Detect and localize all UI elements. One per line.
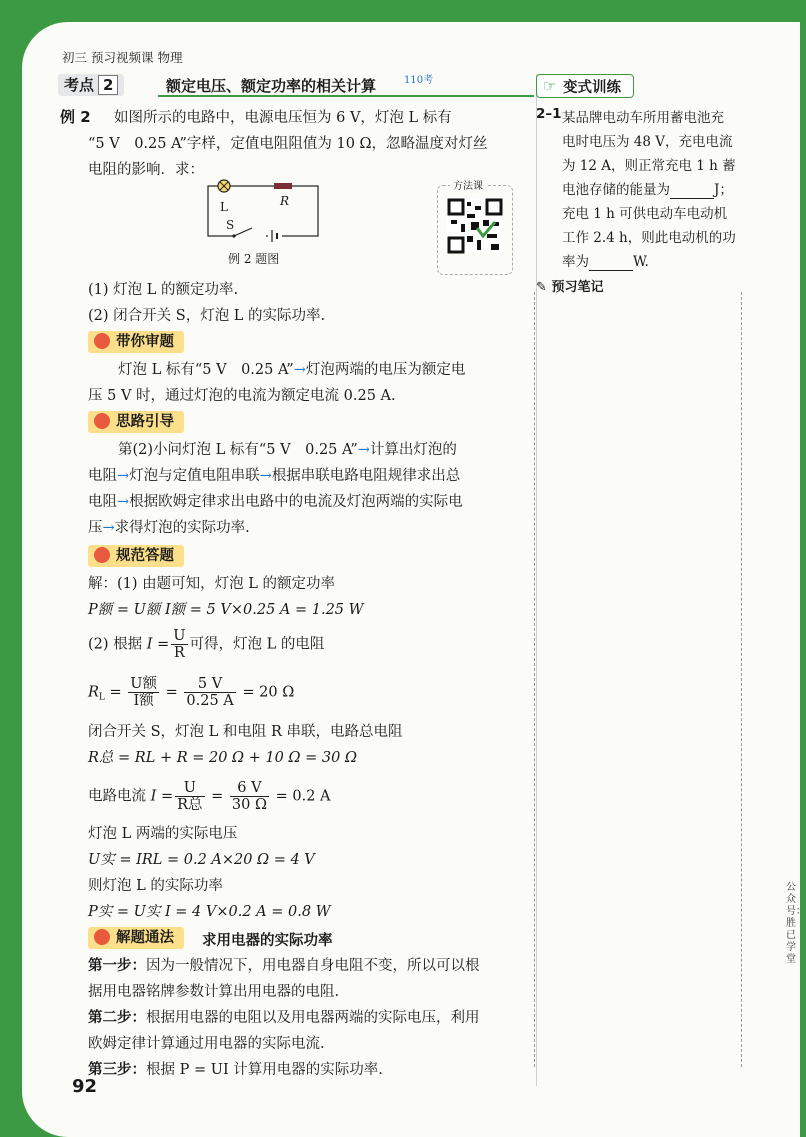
- exercise-line-2: 电时电压为 48 V，充电电流: [562, 134, 733, 150]
- section-silu-title: 思路引导: [116, 414, 174, 430]
- method-icon: [94, 929, 110, 945]
- tongfa-subtitle: 求用电器的实际功率: [202, 933, 333, 949]
- kaodian-title: 额定电压、额定功率的相关计算: [166, 77, 377, 95]
- running-header: 初三 预习视频课 物理: [62, 50, 183, 65]
- section-guifan-heading: [88, 545, 184, 567]
- example-label: 例 2: [60, 108, 91, 126]
- calendar-icon: [94, 547, 110, 563]
- section-shenti-heading: [88, 331, 184, 353]
- answer-line-8: 灯泡 L 两端的实际电压: [88, 826, 238, 842]
- exercise-line-3: 为 12 A，则正常充电 1 h 蓄: [562, 158, 736, 174]
- page: [22, 22, 806, 1137]
- answer-line-10: 则灯泡 L 的实际功率: [88, 878, 223, 894]
- kaodian-number: 2: [98, 75, 118, 95]
- silu-line-3: 电阻→根据欧姆定律求出电路中的电流及灯泡两端的实际电: [88, 494, 463, 510]
- section-silu-heading: [88, 411, 184, 433]
- qr-label: 方法课: [450, 177, 486, 192]
- page-number: 92: [72, 1076, 98, 1097]
- kaodian-tag: 110考: [404, 75, 434, 86]
- question-2: (2) 闭合开关 S，灯泡 L 的实际功率.: [88, 308, 326, 324]
- step-1-line-1: 第一步：因为一般情况下，用电器自身电阻不变，所以可以根: [88, 958, 480, 974]
- kaodian-bar: [58, 74, 534, 96]
- vertical-watermark: 公众号：胜已学堂: [786, 882, 806, 965]
- answer-line-11: P实 = U实 I = 4 V×0.2 A = 0.8 W: [88, 904, 331, 920]
- exercise-line-7: 率为 W.: [562, 254, 649, 270]
- lamp-label: L: [220, 200, 228, 214]
- exercise-line-4: 电池存储的能量为 J；: [562, 182, 733, 198]
- resistor-label: R: [280, 194, 290, 208]
- switch-label: S: [226, 218, 235, 232]
- exercise-line-1: 某品牌电动车所用蓄电池充: [562, 110, 724, 126]
- circuit-diagram: [194, 180, 334, 244]
- variation-training-heading: [536, 74, 634, 98]
- section-shenti-title: 带你审题: [116, 334, 174, 350]
- section-tongfa-heading: [88, 927, 184, 949]
- answer-line-4: $R_L$ = $\frac{\text{U额}}{\text{I额}}$ = $\frac{5 V}{0.25 A}$ = 20 Ω: [88, 676, 295, 709]
- kaodian-label: 考点: [64, 76, 95, 94]
- shenti-line-1: 灯泡 L 标有“5 V 0.25 A”→灯泡两端的电压为额定电: [118, 362, 466, 378]
- silu-line-1: 第(2)小问灯泡 L 标有“5 V 0.25 A”→计算出灯泡的: [118, 442, 457, 458]
- example-line-3: 电阻的影响．求：: [88, 162, 204, 178]
- example-line-1: 如图所示的电路中，电源电压恒为 6 V，灯泡 L 标有: [114, 110, 452, 126]
- exercise-line-6: 工作 2.4 h，则此电动机的功: [562, 230, 736, 246]
- step-2-line-1: 第二步：根据用电器的电阻以及用电器两端的实际电压，利用: [88, 1010, 480, 1026]
- kaodian-badge: [58, 74, 124, 96]
- shenti-line-2: 压 5 V 时，通过灯泡的电流为额定电流 0.25 A.: [88, 388, 396, 404]
- answer-line-2: P额 = U额 I额 = 5 V×0.25 A = 1.25 W: [88, 602, 364, 618]
- variation-training-title: 变式训练: [563, 80, 621, 96]
- answer-line-1: 解：(1) 由题可知，灯泡 L 的额定功率: [88, 576, 335, 592]
- preview-notes-title: 预习笔记: [551, 280, 604, 295]
- answer-line-3: (2) 根据 I = $\frac{U}{R}$ 可得，灯泡 L 的电阻: [88, 628, 325, 661]
- arrow-icon: →: [293, 362, 306, 378]
- step-2-line-2: 欧姆定律计算通过用电器的实际电流.: [88, 1036, 325, 1052]
- silu-line-4: 压→求得灯泡的实际功率.: [88, 520, 250, 536]
- section-tongfa-title: 解题通法: [116, 930, 174, 946]
- step-1-line-2: 据用电器铭牌参数计算出用电器的电阻.: [88, 984, 340, 1000]
- qr-code-box[interactable]: [437, 181, 513, 275]
- silu-line-2: 电阻→灯泡与定值电阻串联→根据串联电路电阻规律求出总: [88, 468, 461, 484]
- step-3-line: 第三步：根据 P = UI 计算用电器的实际功率.: [88, 1062, 383, 1078]
- figure-caption: 例 2 题图: [228, 252, 280, 266]
- answer-blank-1[interactable]: [670, 182, 714, 199]
- answer-line-7: 电路电流 I = $\frac{U}{\text{R总}}$ = $\frac{6 V}{30 \Omega}$ = 0.2 A: [88, 780, 331, 813]
- question-1: (1) 灯泡 L 的额定功率.: [88, 282, 239, 298]
- qr-code-icon: [447, 198, 503, 254]
- pointing-hand-icon: ☞: [543, 77, 557, 95]
- pencil-icon: ✎: [536, 280, 547, 295]
- idea-icon: [94, 413, 110, 429]
- review-icon: [94, 333, 110, 349]
- example-line-2: “5 V 0.25 A”字样，定值电阻阻值为 10 Ω，忽略温度对灯丝: [88, 136, 488, 152]
- answer-line-9: U实 = IRL = 0.2 A×20 Ω = 4 V: [88, 852, 315, 868]
- answer-line-5: 闭合开关 S，灯泡 L 和电阻 R 串联，电路总电阻: [88, 724, 403, 740]
- resistor-symbol: [274, 183, 292, 189]
- preview-notes-area[interactable]: [534, 292, 742, 1067]
- section-guifan-title: 规范答题: [116, 548, 174, 564]
- exercise-line-5: 充电 1 h 可供电动车电动机: [562, 206, 728, 222]
- kaodian-underline: [158, 95, 534, 97]
- exercise-number: 2–1: [536, 106, 562, 122]
- answer-blank-2[interactable]: [589, 254, 633, 271]
- answer-line-6: R总 = RL + R = 20 Ω + 10 Ω = 30 Ω: [88, 750, 357, 766]
